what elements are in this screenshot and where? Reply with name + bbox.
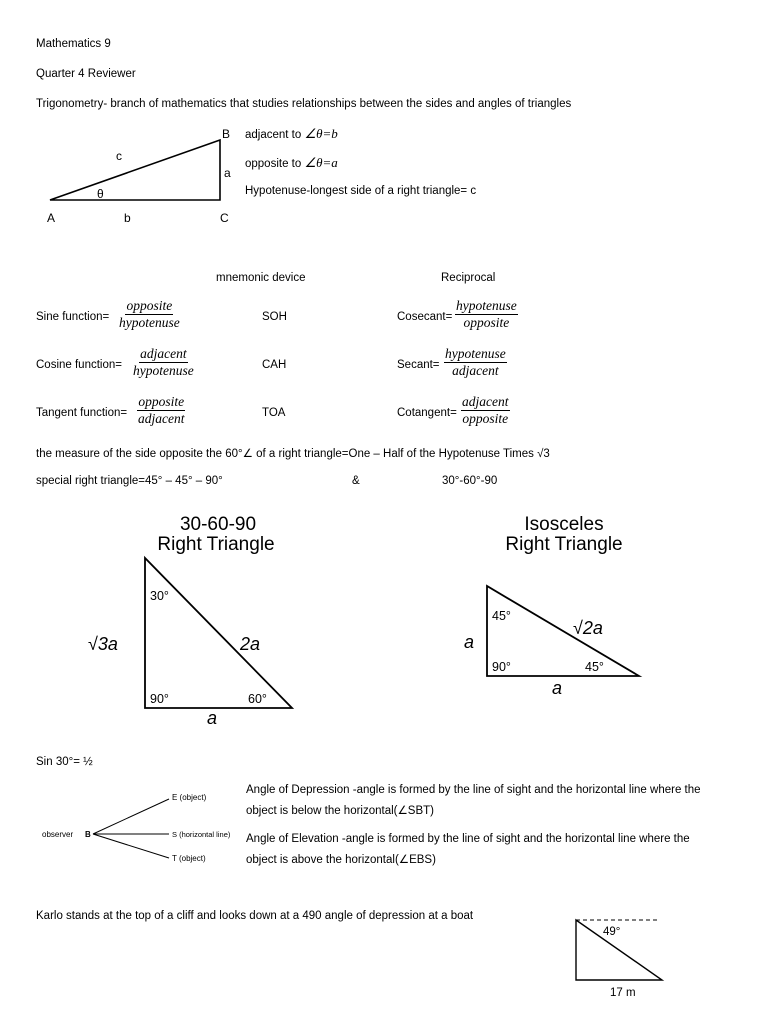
sine-label: Sine function= — [36, 311, 110, 323]
tangent-label: Tangent function= — [36, 407, 128, 419]
special-triangle-statement-2: 30°-60°-90 — [442, 475, 498, 487]
side-60-statement: the measure of the side opposite the 60°∠ of a right triangle=One – Half of the Hypotenuse Times √3 — [36, 448, 550, 460]
t306090-title-1: 30-60-90 — [179, 514, 257, 535]
triangle-30-60-90-diagram — [80, 510, 320, 730]
side-c-label: c — [116, 149, 122, 163]
t306090-angle-90: 90° — [150, 692, 169, 706]
sine-denominator: hypotenuse — [119, 314, 180, 330]
s-horizontal-label: S (horizontal line) — [172, 830, 231, 839]
cosine-fraction — [132, 346, 195, 378]
tiso-angle-top: 45° — [492, 609, 511, 623]
t306090-angle-30: 30° — [150, 589, 169, 603]
tiso-side-bottom: a — [552, 678, 563, 698]
sine-numerator: opposite — [126, 298, 173, 313]
t306090-title-2: Right Triangle — [157, 534, 275, 555]
side-a-label: a — [224, 166, 231, 180]
adjacent-text: adjacent to — [245, 129, 305, 141]
tiso-title-1: Isosceles — [524, 514, 604, 535]
tangent-numerator: opposite — [138, 394, 185, 409]
triangle-isosceles-diagram — [455, 510, 655, 700]
mnemonic-toa: TOA — [262, 407, 286, 419]
vertex-a-label: A — [47, 211, 56, 225]
triangle-abc-shape — [50, 140, 220, 200]
theta-label: θ — [97, 187, 104, 201]
problem-text: Karlo stands at the top of a cliff and looks down at a 490 angle of depression at a boat — [36, 910, 474, 922]
tiso-angle-right: 45° — [585, 660, 604, 674]
cliff-distance-label: 17 m — [610, 987, 636, 999]
cosine-numerator: adjacent — [140, 346, 187, 361]
opposite-line — [245, 155, 338, 171]
hypotenuse-line: Hypotenuse-longest side of a right triangle= c — [245, 185, 477, 197]
tangent-denominator: adjacent — [138, 410, 185, 426]
secant-numerator: hypotenuse — [445, 346, 506, 361]
depression-line-2: object is below the horizontal(∠SBT) — [246, 805, 435, 817]
secant-label: Secant= — [397, 359, 440, 371]
trig-definition: Trigonometry- branch of mathematics that studies relationships between the sides and angles of triangles — [36, 98, 572, 110]
secant-fraction — [444, 346, 507, 378]
mnemonic-soh: SOH — [262, 311, 287, 323]
t306090-side-bottom: a — [207, 708, 218, 728]
cliff-diagram — [570, 910, 670, 1000]
vertex-c-label: C — [220, 211, 229, 225]
mnemonic-cah: CAH — [262, 359, 287, 371]
reciprocal-header: Reciprocal — [441, 272, 496, 284]
opposite-expr: ∠θ=a — [304, 155, 338, 170]
elevation-line-1: Angle of Elevation -angle is formed by the line of sight and the horizontal line where the — [246, 833, 690, 845]
depression-line-1: Angle of Depression -angle is formed by the line of sight and the horizontal line where the — [246, 784, 701, 796]
cosecant-label: Cosecant= — [397, 311, 453, 323]
cotangent-fraction — [461, 394, 510, 426]
opposite-text: opposite to — [245, 158, 305, 170]
sin-30-statement: Sin 30°= ½ — [36, 756, 93, 768]
cotangent-label: Cotangent= — [397, 407, 457, 419]
ampersand: & — [352, 475, 360, 487]
mnemonic-header: mnemonic device — [216, 272, 306, 284]
t306090-angle-60: 60° — [248, 692, 267, 706]
observer-diagram — [38, 780, 244, 870]
point-b-label: B — [85, 830, 91, 839]
cosecant-denominator: opposite — [463, 314, 510, 330]
t306090-side-hyp: 2a — [240, 634, 261, 654]
special-triangle-statement: special right triangle=45° – 45° – 90° — [36, 475, 223, 487]
cosecant-numerator: hypotenuse — [456, 298, 517, 313]
tiso-title-2: Right Triangle — [505, 534, 623, 555]
line-to-e — [93, 799, 169, 834]
cosine-denominator: hypotenuse — [133, 362, 194, 378]
t306090-shape — [145, 558, 292, 708]
adjacent-expr: ∠θ=b — [304, 126, 338, 141]
sine-fraction — [118, 298, 181, 330]
tiso-angle-90: 90° — [492, 660, 511, 674]
triangle-abc-diagram — [38, 124, 238, 230]
e-object-label: E (object) — [172, 793, 207, 802]
cosine-label: Cosine function= — [36, 359, 122, 371]
tiso-side-hyp: √2a — [573, 618, 603, 638]
observer-label: observer — [42, 830, 74, 839]
t306090-side-left: √3a — [88, 634, 118, 654]
cotangent-denominator: opposite — [462, 410, 509, 426]
line-to-t — [93, 834, 169, 858]
cliff-angle-label: 49° — [603, 926, 621, 938]
side-b-label: b — [124, 211, 131, 225]
tangent-fraction — [137, 394, 186, 426]
quarter-title: Quarter 4 Reviewer — [36, 68, 136, 80]
cotangent-numerator: adjacent — [462, 394, 509, 409]
secant-denominator: adjacent — [452, 362, 499, 378]
elevation-line-2: object is above the horizontal(∠EBS) — [246, 854, 436, 866]
cosecant-fraction — [455, 298, 518, 330]
tiso-side-left: a — [464, 632, 475, 652]
adjacent-line — [245, 126, 338, 142]
t-object-label: T (object) — [172, 854, 206, 863]
course-title: Mathematics 9 — [36, 38, 111, 50]
vertex-b-label: B — [222, 127, 231, 141]
